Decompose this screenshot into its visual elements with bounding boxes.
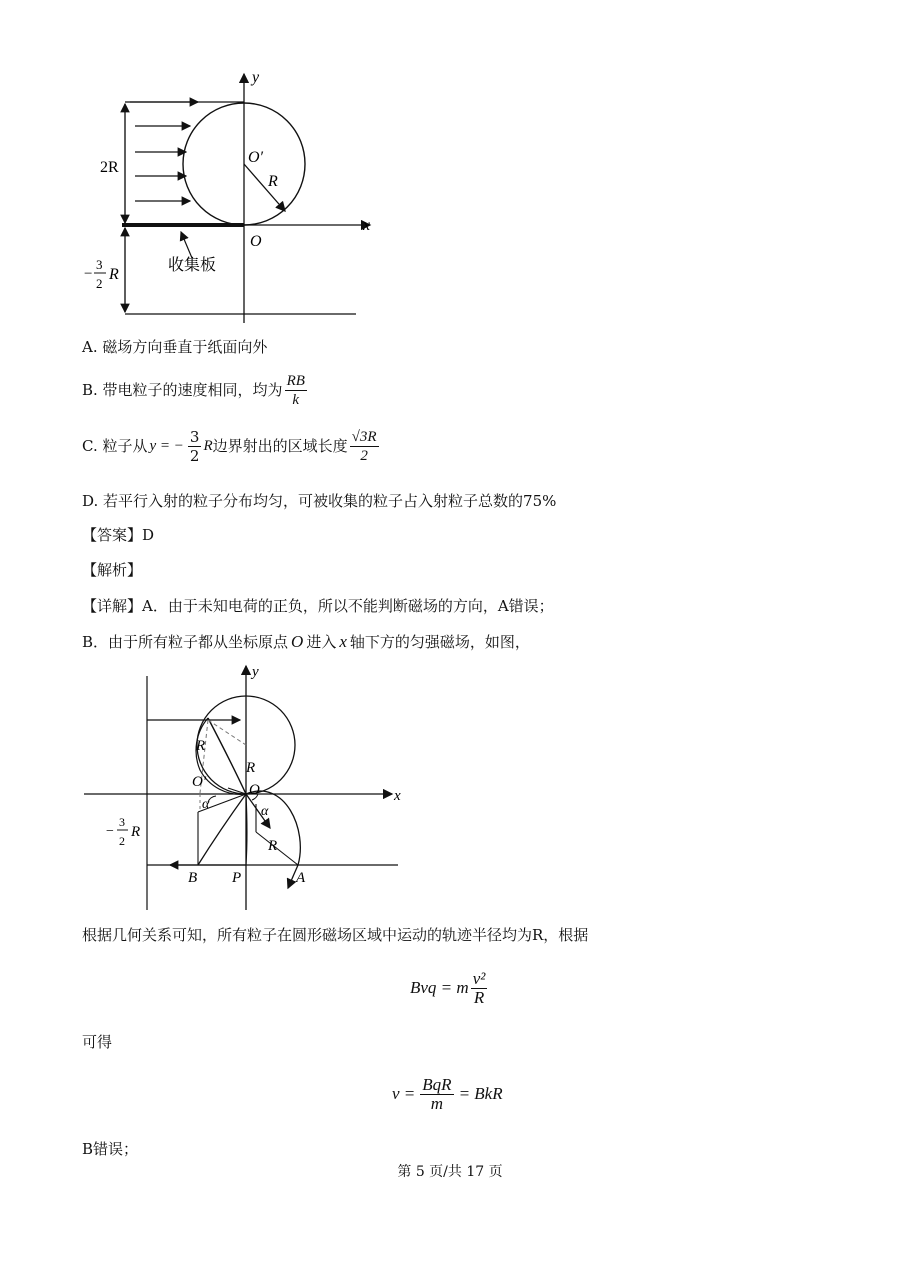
svg-text:−: − [84, 266, 93, 282]
svg-text:R: R [196, 738, 206, 754]
svg-text:2: 2 [96, 276, 103, 291]
page-footer: 第 5 页/共 17 页 [397, 1164, 503, 1180]
svg-text:A: A [296, 870, 306, 886]
height-label: 2R [100, 159, 119, 176]
svg-text:O′: O′ [192, 774, 207, 790]
option-c: C. 粒子从 y = − $\frac{3}{2}$ R 边界射出的区域长度 $\frac{√3R}{2}$ [82, 427, 377, 465]
svg-text:−: − [106, 824, 114, 839]
option-b-fraction: $\frac{RB}{k}$ [286, 372, 305, 408]
equation-1: Bvq = m $\frac{\text{v²}}{R}$ [410, 968, 486, 1007]
svg-text:B: B [188, 870, 198, 886]
option-b-text: B. 带电粒子的速度相同，均为 [82, 381, 283, 399]
svg-text:α: α [261, 804, 269, 819]
option-b [82, 368, 309, 412]
figure-1 [80, 68, 380, 330]
center-label: O′ [248, 149, 264, 166]
option-a-text: A. 磁场方向垂直于纸面向外 [82, 338, 268, 356]
origin-label: O [250, 233, 262, 250]
detail-b: B．由于所有粒子都从坐标原点 O 进入 x 轴下方的匀强磁场，如图， [82, 632, 530, 651]
b-wrong: B错误； [82, 1140, 139, 1158]
option-d: D. 若平行入射的粒子分布均匀，可被收集的粒子占入射粒子总数的75% [82, 492, 557, 510]
radius-label: R [268, 173, 278, 190]
svg-text:R: R [246, 760, 256, 776]
svg-text:O: O [249, 782, 260, 798]
option-c-fraction: $\frac{√3R}{2}$ [351, 428, 377, 464]
detail-a: 【详解】A．由于未知电荷的正负，所以不能判断磁场的方向，A错误； [82, 597, 554, 615]
plate-label: 收集板 [168, 257, 217, 274]
answer: 【答案】D [82, 526, 155, 544]
svg-text:x: x [394, 788, 401, 804]
svg-text:2: 2 [119, 834, 125, 848]
figure-2 [80, 660, 410, 915]
svg-text:R: R [109, 266, 119, 283]
y-label: y [252, 69, 260, 86]
x-label: x [363, 217, 371, 234]
analysis-heading: 【解析】 [82, 561, 143, 579]
svg-text:3: 3 [96, 257, 103, 272]
svg-text:3: 3 [119, 815, 125, 829]
svg-text:P: P [232, 870, 242, 886]
svg-text:y: y [252, 664, 259, 680]
svg-text:R: R [131, 824, 141, 840]
svg-text:R: R [268, 838, 278, 854]
svg-text:α: α [202, 797, 210, 812]
option-a [82, 337, 267, 357]
geometry-text: 根据几何关系可知，所有粒子在圆形磁场区域中运动的轨迹半径均为R，根据 [82, 926, 589, 944]
radius-arrow [244, 164, 285, 211]
equation-2: v = $\frac{\text{BqR}}{m}$ = BkR [392, 1074, 503, 1113]
result-text: 可得 [82, 1033, 113, 1051]
